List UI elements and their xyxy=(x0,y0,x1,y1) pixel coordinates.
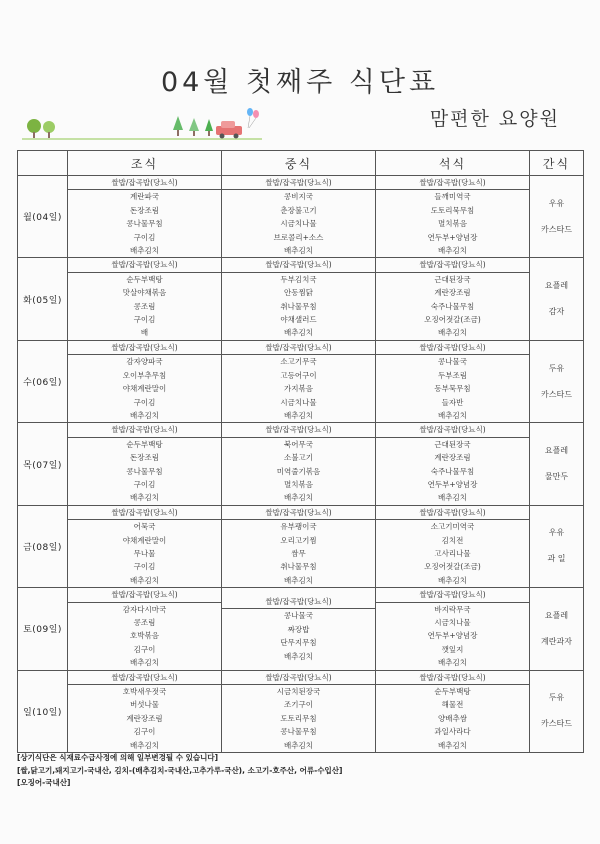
snack-item: 두유 xyxy=(548,693,565,703)
menu-item: 소고기무국 xyxy=(280,357,317,367)
menu-item: 버섯나물 xyxy=(130,700,159,710)
menu-item: 배추김치 xyxy=(130,575,159,585)
menu-item: 호박새우젓국 xyxy=(122,687,167,697)
menu-item: 쌀밥/잡곡밥(당뇨식) xyxy=(68,506,221,520)
snack-item: 감자 xyxy=(548,307,565,317)
menu-item: 쌀밥/잡곡밥(당뇨식) xyxy=(222,506,375,520)
table-row xyxy=(18,670,584,752)
menu-item: 배추김치 xyxy=(130,410,159,420)
menu-item: 야채계란말이 xyxy=(122,535,167,545)
snack-item: 카스타드 xyxy=(541,719,572,729)
breakfast-cell xyxy=(68,588,222,670)
menu-item: 배추김치 xyxy=(284,651,313,661)
menu-item: 배추김치 xyxy=(284,740,313,750)
snack-item: 우유 xyxy=(548,198,565,208)
menu-item: 구이김 xyxy=(133,232,156,242)
menu-item: 숙주나물무침 xyxy=(430,466,475,476)
menu-item: 콩나물무침 xyxy=(126,219,163,229)
note-line: [오징어-국내산] xyxy=(17,778,71,787)
menu-item: 소불고기 xyxy=(284,453,313,463)
car-icon xyxy=(216,121,242,139)
menu-item: 배추김치 xyxy=(284,246,313,256)
menu-item: 야채계란말이 xyxy=(122,384,167,394)
menu-item: 멸치볶음 xyxy=(438,219,467,229)
menu-item: 바지락무국 xyxy=(434,604,471,614)
menu-item: 쌀밥/잡곡밥(당뇨식) xyxy=(222,176,375,190)
menu-item: 배추김치 xyxy=(130,740,159,750)
menu-item: 감자양파국 xyxy=(126,357,163,367)
menu-item: 배추김치 xyxy=(284,328,313,338)
dinner-cell xyxy=(376,423,530,505)
menu-item: 콩나물무침 xyxy=(126,466,163,476)
dinner-cell xyxy=(376,258,530,340)
menu-item: 배추김치 xyxy=(284,493,313,503)
menu-item: 두부조림 xyxy=(438,370,467,380)
menu-item: 쌀밥/잡곡밥(당뇨식) xyxy=(68,341,221,355)
menu-item: 구이김 xyxy=(133,479,156,489)
menu-item: 쌀밥/잡곡밥(당뇨식) xyxy=(68,423,221,437)
snack-item: 요플레 xyxy=(544,610,569,620)
snack-item: 물만두 xyxy=(544,472,569,482)
menu-item: 쌀밥/잡곡밥(당뇨식) xyxy=(376,341,529,355)
menu-item: 숙주나물무침 xyxy=(430,301,475,311)
menu-item: 김구이 xyxy=(133,727,156,737)
breakfast-cell xyxy=(68,258,222,340)
day-label: 월(04일) xyxy=(18,176,68,258)
menu-item: 근대된장국 xyxy=(434,274,471,284)
menu-item: 도토리묵무침 xyxy=(430,205,475,215)
menu-item: 쌀밥/잡곡밥(당뇨식) xyxy=(68,258,221,272)
menu-item: 콩비지국 xyxy=(284,192,313,202)
menu-item: 감자다시마국 xyxy=(122,604,167,614)
snack-cell xyxy=(530,588,584,670)
menu-item: 오징어젓갈(조금) xyxy=(424,315,481,325)
menu-item: 순두부백탕 xyxy=(434,687,471,697)
menu-item: 멸치볶음 xyxy=(284,479,313,489)
snack-cell xyxy=(530,176,584,258)
tree-icon xyxy=(205,119,213,136)
menu-item: 배추김치 xyxy=(438,493,467,503)
menu-item: 시금치된장국 xyxy=(276,687,321,697)
day-label: 화(05일) xyxy=(18,258,68,340)
menu-item: 양배추쌈 xyxy=(438,713,467,723)
lunch-cell xyxy=(222,588,376,670)
note-line: [상기식단은 식재료수급사정에 의해 일부변경될 수 있습니다] xyxy=(17,753,219,762)
menu-item: 들자반 xyxy=(441,397,464,407)
decorative-illustration xyxy=(18,104,268,144)
dinner-cell xyxy=(376,588,530,670)
menu-item: 소고기미역국 xyxy=(430,522,475,532)
menu-item: 과일사라다 xyxy=(434,727,471,737)
balloon-icon xyxy=(247,108,259,128)
menu-item: 구이김 xyxy=(133,562,156,572)
menu-item: 쌀밥/잡곡밥(당뇨식) xyxy=(376,176,529,190)
day-label: 금(08일) xyxy=(18,505,68,587)
menu-item: 쌀밥/잡곡밥(당뇨식) xyxy=(68,176,221,190)
menu-item: 배추김치 xyxy=(438,328,467,338)
snack-item: 과 일 xyxy=(547,554,566,564)
snack-item: 카스타드 xyxy=(541,389,572,399)
table-row xyxy=(18,588,584,670)
table-header-row xyxy=(18,151,584,176)
snack-item: 우유 xyxy=(548,528,565,538)
breakfast-cell xyxy=(68,670,222,752)
menu-item: 브로콜리+소스 xyxy=(273,232,324,242)
menu-item: 깻잎지 xyxy=(441,644,464,654)
menu-item: 야채샐러드 xyxy=(280,315,317,325)
menu-item: 미역줄기볶음 xyxy=(276,466,321,476)
menu-item: 콩조림 xyxy=(133,301,156,311)
lunch-cell xyxy=(222,423,376,505)
menu-item: 연두부+양념장 xyxy=(427,232,478,242)
menu-item: 배추김치 xyxy=(438,246,467,256)
header-day xyxy=(18,151,68,176)
menu-item: 무나물 xyxy=(133,548,156,558)
menu-item: 콩나물국 xyxy=(284,611,313,621)
menu-item: 김치전 xyxy=(441,535,464,545)
menu-item: 고등어구이 xyxy=(280,370,317,380)
snack-cell xyxy=(530,340,584,422)
menu-item: 단무지무침 xyxy=(280,638,317,648)
menu-item: 북어무국 xyxy=(284,439,313,449)
menu-item: 오리고기찜 xyxy=(280,535,317,545)
menu-item: 쌀밥/잡곡밥(당뇨식) xyxy=(68,588,221,602)
menu-item: 쌀밥/잡곡밥(당뇨식) xyxy=(222,423,375,437)
menu-item: 순두부백탕 xyxy=(126,274,163,284)
menu-item: 쌀밥/잡곡밥(당뇨식) xyxy=(222,258,375,272)
menu-item: 쌀밥/잡곡밥(당뇨식) xyxy=(376,423,529,437)
page-title: 04월 첫째주 식단표 xyxy=(160,67,440,98)
menu-item: 쌀밥/잡곡밥(당뇨식) xyxy=(376,506,529,520)
lunch-cell xyxy=(222,258,376,340)
menu-item: 배추김치 xyxy=(284,575,313,585)
menu-item: 유부팽이국 xyxy=(280,522,317,532)
menu-item: 쌀밥/잡곡밥(당뇨식) xyxy=(376,588,529,602)
menu-item: 오징어젓갈(조금) xyxy=(424,562,481,572)
table-row xyxy=(18,340,584,422)
menu-item: 시금치나물 xyxy=(280,397,317,407)
day-label: 토(09일) xyxy=(18,588,68,670)
table-row xyxy=(18,258,584,340)
snack-cell xyxy=(530,670,584,752)
snack-item: 카스타드 xyxy=(541,224,572,234)
menu-item: 쌀밥/잡곡밥(당뇨식) xyxy=(68,671,221,685)
day-label: 일(10일) xyxy=(18,670,68,752)
menu-item: 해물전 xyxy=(441,700,464,710)
menu-item: 구이김 xyxy=(133,397,156,407)
menu-item: 쌀밥/잡곡밥(당뇨식) xyxy=(376,258,529,272)
menu-item: 짜장밥 xyxy=(287,624,310,634)
notes xyxy=(17,752,583,790)
menu-item: 배추김치 xyxy=(130,658,159,668)
header-lunch: 중식 xyxy=(222,151,376,176)
tree-icon xyxy=(173,116,183,136)
table-row xyxy=(18,505,584,587)
menu-item: 배추김치 xyxy=(130,246,159,256)
menu-item: 콩나물무침 xyxy=(280,727,317,737)
menu-item: 배추김치 xyxy=(438,740,467,750)
tree-icon xyxy=(27,119,41,138)
menu-item: 구이김 xyxy=(133,315,156,325)
lunch-cell xyxy=(222,505,376,587)
breakfast-cell xyxy=(68,176,222,258)
menu-item: 계란장조림 xyxy=(434,288,471,298)
menu-item: 쌀밥/잡곡밥(당뇨식) xyxy=(222,595,375,609)
menu-item: 들깨미역국 xyxy=(434,192,471,202)
breakfast-cell xyxy=(68,340,222,422)
menu-item: 안동찜닭 xyxy=(284,288,313,298)
menu-item: 근대된장국 xyxy=(434,439,471,449)
snack-cell xyxy=(530,505,584,587)
menu-item: 콩조림 xyxy=(133,618,156,627)
menu-item: 김구이 xyxy=(133,644,156,654)
menu-item: 배추김치 xyxy=(130,493,159,503)
menu-item: 조기구이 xyxy=(284,700,313,710)
facility-name: 맘편한 요양원 xyxy=(429,108,560,130)
menu-item: 도토리무침 xyxy=(280,713,317,723)
lunch-cell xyxy=(222,340,376,422)
menu-item: 맛살야채볶음 xyxy=(122,288,167,298)
menu-item: 춘장불고기 xyxy=(280,205,317,215)
menu-item: 콩나물국 xyxy=(438,357,467,367)
menu-item: 돈장조림 xyxy=(130,205,159,215)
note-line: [쌀,닭고기,돼지고기-국내산, 김치-(배추김치-국내산,고추가루-국산), 소고기-호주산, 어류-수입산] xyxy=(17,765,343,775)
menu-item: 연두부+양념장 xyxy=(427,631,478,641)
menu-item: 계란파국 xyxy=(130,192,159,202)
snack-cell xyxy=(530,258,584,340)
day-label: 목(07일) xyxy=(18,423,68,505)
menu-item: 계란장조림 xyxy=(434,453,471,463)
menu-item: 배추김치 xyxy=(284,410,313,420)
header-dinner: 석식 xyxy=(376,151,530,176)
snack-item: 요플레 xyxy=(544,446,569,456)
header-breakfast: 조식 xyxy=(68,151,222,176)
day-label: 수(06일) xyxy=(18,340,68,422)
menu-item: 쌀밥/잡곡밥(당뇨식) xyxy=(376,671,529,685)
menu-item: 가지볶음 xyxy=(284,384,313,394)
menu-item: 두부김치국 xyxy=(280,274,317,284)
snack-item: 계란과자 xyxy=(541,636,572,646)
menu-item: 배추김치 xyxy=(438,575,467,585)
menu-item: 시금치나물 xyxy=(434,618,471,627)
tree-icon xyxy=(189,118,199,136)
table-row xyxy=(18,423,584,505)
menu-item: 오이부추무침 xyxy=(122,370,167,380)
menu-item: 연두부+양념장 xyxy=(427,479,478,489)
meal-plan-table xyxy=(17,150,584,753)
breakfast-cell xyxy=(68,505,222,587)
menu-item: 돈장조림 xyxy=(130,453,159,463)
snack-item: 요플레 xyxy=(544,281,569,291)
dinner-cell xyxy=(376,176,530,258)
tree-icon xyxy=(43,121,55,138)
menu-item: 시금치나물 xyxy=(280,219,317,229)
menu-item: 쌈무 xyxy=(291,548,306,558)
menu-item: 배추김치 xyxy=(438,658,467,668)
lunch-cell xyxy=(222,670,376,752)
menu-item: 쌀밥/잡곡밥(당뇨식) xyxy=(222,341,375,355)
menu-item: 취나물무침 xyxy=(280,301,317,311)
menu-item: 순두부백탕 xyxy=(126,439,163,449)
dinner-cell xyxy=(376,340,530,422)
breakfast-cell xyxy=(68,423,222,505)
menu-item: 쌀밥/잡곡밥(당뇨식) xyxy=(222,671,375,685)
menu-item: 계란장조림 xyxy=(126,713,163,723)
dinner-cell xyxy=(376,505,530,587)
menu-item: 동부묵무침 xyxy=(434,384,471,394)
header-snack: 간식 xyxy=(530,151,584,176)
menu-item: 호박볶음 xyxy=(130,631,159,641)
snack-cell xyxy=(530,423,584,505)
lunch-cell xyxy=(222,176,376,258)
menu-item: 배추김치 xyxy=(438,410,467,420)
table-row xyxy=(18,176,584,258)
dinner-cell xyxy=(376,670,530,752)
menu-item: 취나물무침 xyxy=(280,562,317,572)
menu-item: 고사리나물 xyxy=(434,548,471,558)
menu-item: 배 xyxy=(140,328,149,338)
menu-item: 어묵국 xyxy=(133,522,156,532)
snack-item: 두유 xyxy=(548,363,565,373)
